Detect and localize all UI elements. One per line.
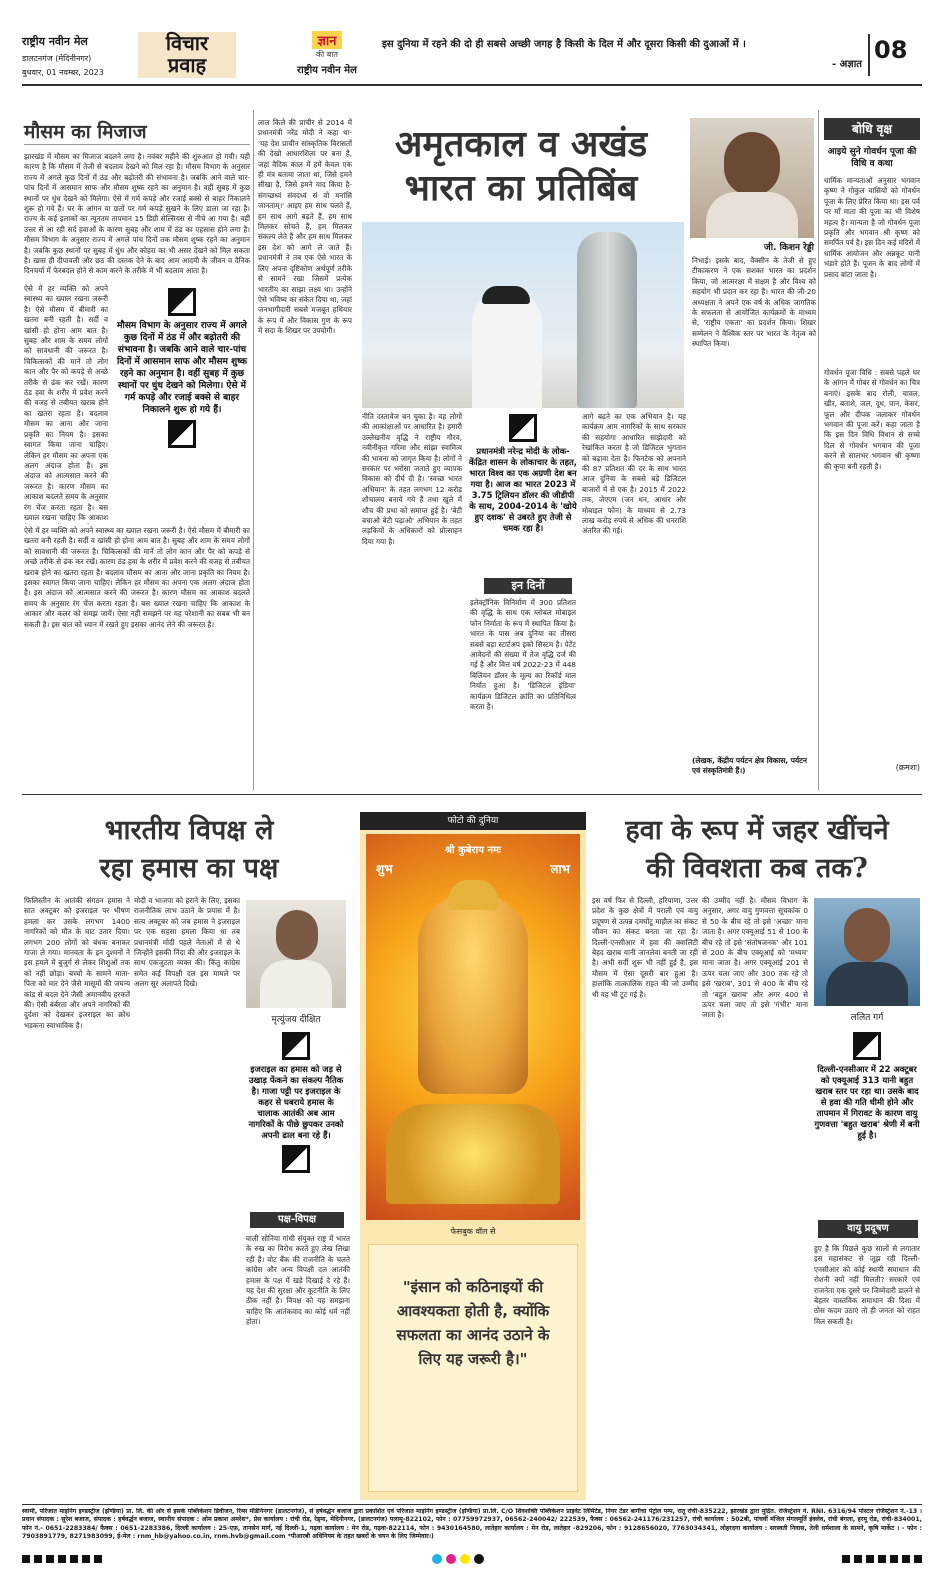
hamas-col2: मोदी व भाजपा को हराने के लिए, इसका राजनीतिक लाभ उठाने के प्रयास में है। सत्य अक्टूबर को जब हमास ने इजराइल पर एक सहसा हमला किया था तब प्रधानमंत्री मोदी पहले नेताओं में से थे जिन्होंने इसकी निंदा की और इजराइल के साथ एकजुटता व्यक्त की। किंतु कांग्रेस समेत कई विपक्षी दल इस मामले पर अलग सुर अलापते दिखे। — [134, 896, 240, 989]
kuber-right-text: लाभ — [550, 862, 570, 876]
statue-figure — [577, 232, 637, 408]
gyan-logo — [272, 30, 382, 78]
weather-title: मौसम का मिजाज — [24, 121, 147, 143]
pollution-callout-box — [814, 1028, 920, 1208]
masthead-quote: इस दुनिया में रहने की दो ही सबसे अच्छी जगह है किसी के दिल में और दूसरा किसी की दुआओं में । — [382, 39, 746, 50]
statue-photo — [362, 222, 684, 408]
amritkaal-title-line2: भारत का प्रतिबिंब — [404, 167, 638, 209]
hamas-callout-box — [246, 1028, 346, 1208]
pollution-title — [592, 812, 922, 888]
amritkaal-col2: नीति दस्तावेज बन चुका है। वह लोगों की आकांक्षाओं पर आधारित है। हमारी उल्लेखनीय वृद्धि ने राष्ट्रीय गौरव, नवीनीकृत गरिमा और सांझा स्वामित्व की भावना को जागृत किया है। लोगों ने सरकार पर भरोसा जताते हुए व्यापक विकास को दीर्घ दी है। 'स्वच्छ भारत अभियान' के तहत लगभग 12 करोड़ शौचालय बनाये गये हैं तथा खुले में शौच की प्रथा को समाप्त हुई है। 'बेटी बचाओ बेटी पढ़ाओ' अभियान के तहत लड़कियों के अधिकारों को प्रोत्साहन दिया गया है। — [362, 412, 462, 546]
registration-marks — [22, 1552, 922, 1566]
issue-date: बुधवार, 01 नवम्बर, 2023 — [22, 68, 104, 77]
amritkaal-col5: निभाई। इसके बाद, वैक्सीन के तेजी से हुए टीकाकरण ने एक सशक्त भारत का प्रदर्शन किया, जो आत्मरक्षा में सक्षम है और विश्व को सहयोग भी प्रदान कर रहा है। भारत की जी-20 अध्यक्षता ने अपने एक वर्ष के अधिक जागतिक के सफलता से आयोजित कार्यक्रमों के माध्यम से, 'राष्ट्रीय एकता' का प्रदर्शन किया। शिखर सम्मेलन ने वैश्विक स्तर पर भारत के नेतृत्व को स्थापित किया। — [692, 256, 816, 349]
amritkaal-col4: आगे बढ़ने का एक अभियान है। यह कार्यक्रम आम नागरिकों के साथ सरकार की सहयोगा आधारित साझेदारी को रेखांकित करता है जो डिजिटल भुगतान को बढ़ावा देता है। फिनटेक को अपनाने की 87 प्रतिशत की दर के साथ भारत आज दुनिया के सबसे बड़े डिजिटल बाजारों में से एक है। 2015 में 2022 तक, जेएएम (जन धन, आधार और मोबाइल फोन) के माध्यम से 2.73 लाख करोड़ रुपये से अधिक की धनराशि अंतरित की गई। — [582, 412, 686, 536]
author-photo-garg — [814, 898, 920, 1006]
hamas-title — [24, 812, 354, 888]
section-label-box — [138, 32, 236, 78]
paper-name: राष्ट्रीय नवीन मेल — [22, 35, 88, 48]
masthead-divider — [868, 34, 870, 76]
amritkaal-callout-box — [468, 410, 578, 578]
photo-caption: फेसबुक वॉल से — [450, 1227, 496, 1236]
kuber-treasure — [386, 1104, 560, 1204]
column-divider — [818, 110, 819, 790]
vayu-pradushan-tag: वायु प्रदूषण — [818, 1220, 918, 1238]
weather-body-text-cont: ऐसे में हर व्यक्ति को अपने स्वास्थ्य का ख्याल रखना जरूरी है। ऐसे मौसम में बीमारी का खतरा बनी रहती है। सर्दी व खांसी हो होना आम बात है। सुबह और शाम के समय लोगों को सावधानी की जरूरत है। चिकित्सकों की मानें तो लोग कान और पैर को कपड़े से अच्छे तरीके से ढंक कर रखें। कारण ठंड हवा के शरीर में प्रवेश करने की वजह से तबीयत खराब होने का खतरा रहता है। बदलाव मौसम का आना और जाना प्रकृति का नियम है। इसका स्वागत किया जाना चाहिए। लेकिन हर मौसम का अपना एक अलग अंदाज होता है। इस अंदाज को आत्मसात करने की जरूरत है। कारण मौसम का आकाश बदलते समय के अनुसार रंग चेंज करता रहता है। बस ख्याल रखना चाहिए कि आकाश के आकार और कलर को समझ जायें। ऐसा नहीं समझने पर यह परेशानी का सबब भी बन सकती है। इस बात को ध्यान में रखते हुए इसका आनंद लेने की जरूरत है। — [24, 526, 250, 629]
weather-callout: मौसम विभाग के अनुसार राज्य में अगले कुछ दिनों में ठंड में और बढ़ोतरी की संभावना है। जबकि आने वाले चार-पांच दिनों में आसमान साफ और मौसम शुष्क रहने का अनुमान है। वहीं सुबह में कुछ स्थानों पर धुंध देखने को मिलेगा। ऐसे में गर्म कपड़े और रजाई बक्से से बाहर निकालने शुरू हो गये हैं। — [116, 321, 248, 415]
photo-quote-box — [368, 1244, 578, 1492]
hamas-title-line1: भारतीय विपक्ष ले — [104, 815, 274, 846]
amritkaal-col1: लाल किले की प्राचीर से 2014 में प्रधानमंत्री नरेंद्र मोदी ने कहा था- 'यह देश प्राचीन सांस्कृतिक विरासतों की देखो आधारशिला पर बना है, जहां वैदिक काल में हमें केवल एक ही मंत्र बताया जाता था, जिसे हमने सीखा है, जिसे हमने याद किया है- संगच्छध्वं संवदध्वं सं वो मनांसि जानताम्।' आइए हम साथ चलते हैं, हम साथ आगे बढ़ते हैं, हम साथ मिलकर सोचते हैं, हम मिलकर संकल्प लेते हैं और हम साथ मिलकर इस देश को आगे ले जाते हैं। प्रधानमंत्री ने तब एक ऐसे भारत के लिए अपना दृष्टिकोण अर्थपूर्ण तरीके से सामने रखा जिसमें प्रत्येक भारतीय का साझा लक्ष्य था। उन्होंने ऐसे भविष्य का संकेत दिया था, जहां जनभागीदारी सबसे मजबूत हथियार के रूप में और विकास गुण के रूप में सदा के शिखर पर उपयोगी। — [258, 118, 352, 336]
column-divider — [253, 110, 254, 790]
author-name-garg: ललित गर्ग — [850, 1013, 884, 1023]
amritkaal-title-line1: अमृतकाल व अखंड — [394, 123, 648, 165]
author-photo-kishan — [690, 118, 814, 238]
amritkaal-title — [356, 122, 686, 210]
bodh-footer: (क्रमशः) — [895, 763, 920, 772]
weather-callout-box — [112, 284, 252, 514]
hamas-title-line2: रहा हमास का पक्ष — [99, 853, 279, 884]
weather-body-text: ऐसे में हर व्यक्ति को अपने स्वास्थ्य का ख्याल रखना जरूरी है। ऐसे मौसम में बीमारी का खतरा बनी रहती है। सर्दी व खांसी हो होना आम बात है। सुबह और शाम के समय लोगों को सावधानी की जरूरत है। चिकित्सकों की मानें तो लोग कान और पैर को कपड़े से अच्छे तरीके से ढंक कर रखें। कारण ठंड हवा के शरीर में प्रवेश करने की वजह से तबीयत खराब होने का खतरा रहता है। बदलाव मौसम का आना और जाना प्रकृति का नियम है। इसका स्वागत किया जाना चाहिए। लेकिन हर मौसम का अपना एक अलग अंदाज होता है। इस अंदाज को आत्मसात करने की जरूरत है। कारण मौसम का आकाश बदलते समय के अनुसार रंग चेंज करता रहता है। बस ख्याल रखना चाहिए कि आकाश — [24, 284, 108, 522]
masthead — [22, 30, 922, 80]
hamas-callout: इजराइल का हमास को जड़ से उखाड़ फेंकने का संकल्प नैतिक है। गाजा पट्टी पर इजराइल के कहर से घबराये हमास के चालाक आतंकी अब आम नागरिकों के पीछे छुपकर उनको अपनी ढाल बना रहे हैं। — [248, 1064, 344, 1140]
kuber-crown — [448, 880, 498, 910]
in-dinon-tag: इन दिनों — [484, 578, 572, 594]
kuber-top-text: श्री कुबेराय नमः — [444, 845, 502, 856]
author-bio-kishan: (लेखक, केंद्रीय पर्यटन क्षेत्र विकास, पर्यटन एवं संस्कृतिमंत्री हैं।) — [692, 756, 808, 775]
author-name-kishan: जी. किशन रेड्डी — [764, 243, 814, 253]
kuber-image — [366, 834, 580, 1220]
speaker-figure — [472, 292, 542, 408]
callout-square-icon — [282, 1032, 310, 1060]
weather-lead-text: झारखंड में मौसम का मिजाज बदलने लगा है। नवंबर महीने की शुरुआत हो गयी। यही कारण है कि मौसम में तेजी से बदलाव देखने को मिल रहा है। मौसम विभाग के अनुसार राज्य में अगले कुछ दिनों में ठंड और बढ़ोतरी की संभावना है। जबकि आने वाले चार-पांच दिनों में आसमान साफ और मौसम शुष्क रहने का अनुमान है। वहीं सुबह में कुछ स्थानों पर धुंध देखने को मिलेगा। ऐसे में गर्म कपड़े और रजाई बक्से से बाहर निकालने शुरू हो गये हैं। घर के आंगन या छतों पर गर्म कपड़े सुखने के लिए डाला जा रहा है। राज्य के कई इलाकों का न्यूनतम तापमान 15 डिग्री सेल्सियस से नीचे आ गया है। वहीं उत्तर से आ रही सर्द हवाओं के कारण सुबह और शाम में ठंड का एहसास होने लगा है। मौसम विभाग के अनुसार राज्य में अगले पांच दिनों तक मौसम शुष्क रहने का अनुमान है। जबकि कुछ स्थानों पर सुबह में धुंध और कोहरा का भी असर देखने को मिल सकता है। खास ही दीपावली और छठ की दस्तक देने के बाद आम आदमी के जीवन व दैनिक दिनचर्या में फेरबदल होने से काम करने के तरीके में भी बदलाव आता है। — [24, 152, 250, 276]
hamas-col3: वाली सोनिया गांधी संयुक्त राष्ट्र में भारत के रुख का विरोध करते हुए लेख लिखा रही हैं। वोट बैंक की राजनीति के चलते कांग्रेस और अन्य विपक्षी दल आतंकी हमास के पक्ष में खड़े दिखाई दे रहे हैं। यह देश की सुरक्षा और कूटनीति के लिए ठीक नहीं है। विपक्ष को यह समझना चाहिए कि आतंकवाद का कोई धर्म नहीं होता। — [246, 1234, 350, 1327]
amritkaal-col3: इलेक्ट्रॉनिक विनिर्माण में 300 प्रतिशत की वृद्धि के साथ एक ग्लोबल मोबाइल फोन निर्माता के रूप में स्थापित किया है। भारत के पास अब दुनिया का तीसरा सबसे बड़ा स्टार्टअप इको सिस्टम है। पेटेंट आवेदनों की संख्या में तेज वृद्धि दर्ज की गई है और वित्त वर्ष 2022-23 में 448 बिलियन डॉलर के मूल्य का रिकॉर्ड माल निर्यात हुआ है। 'डिजिटल इंडिया' कार्यक्रम डिजिटल क्रांति का प्रतिनिधित्व करता है। — [470, 598, 576, 712]
section-rule — [22, 794, 922, 795]
section-label-line1: विचार — [165, 31, 209, 55]
paksh-vipaksh-tag: पक्ष-विपक्ष — [250, 1212, 344, 1228]
masthead-rule — [22, 84, 922, 86]
pollution-col1: इस वर्ष फिर से दिल्ली, हरियाणा, उत्तर प्रदेश के कुछ क्षेत्रों में पराली एवं वायु प्रदूषण से उत्पन्न दमघोंटू माहौल का संकट जीवन का संकट बनता जा रहा है। दिल्ली-एनसीआर में हवा की क्वालिटी बेहद खराब यानी जानलेवा बनती जा रही है। अभी सर्दी शुरू भी नहीं हुई है, इस मौसम में ऐसा दूसरी बार हुआ है। हालांकि तात्कालिक राहत की जो उम्मीद थी वह भी टूट गई है। — [592, 896, 698, 999]
author-name-dixit: मृत्युंजय दीक्षित — [271, 1015, 321, 1025]
callout-square-icon — [168, 420, 196, 448]
pollution-col2: की उम्मीद नहीं है। मौसम विभाग के अनुसार, अगर वायु गुणवत्ता सूचकांक 0 से 50 के बीच रहे तो इसे 'अच्छा' माना जाता है। अगर एक्यूआई 51 से 100 के बीच रहे तो इसे 'संतोषजनक' और 101 से 200 के बीच एक्यूआई को 'मध्यम' माना जाता है। अगर एक्यूआई 201 से ऊपर चला जाए और 300 तक रहे तो इसे 'खराब', 301 से 400 के बीच रहे तो 'बहुत खराब' और अगर 400 से ऊपर चला जाए तो इसे 'गंभीर' माना जाता है। — [702, 896, 808, 1020]
photo-world-box — [360, 812, 586, 1500]
photo-quote: "इंसान को कठिनाइयों की आवश्यकता होती है, क्योंकि सफलता का आनंद उठाने के लिए यह जरूरी है।" — [396, 1278, 550, 1368]
pollution-title-line2: की विवशता कब तक? — [646, 853, 868, 884]
quote-author: - अज्ञात — [832, 59, 862, 70]
kuber-left-text: शुभ — [376, 862, 393, 876]
bodh-body: धार्मिक मान्यताओं अनुसार भगवान कृष्ण ने गोकुल वासियों को गोवर्धन पूजा के लिए प्रेरित किया था। इस पर्व पर माँ माता की पूजा का भी विशेष महत्व है। मान्यता है जो गोवर्धन पूजा प्रकृति और भगवान श्री कृष्ण को समर्पित पर्व है। इस दिन कई मंदिरों में धार्मिक आयोजन और अन्नकूट यानी भंडारे होते हैं। पूजन के बाद लोगों में प्रसाद बांटा जाता है। — [824, 176, 920, 279]
speaker-hat — [482, 286, 530, 304]
photo-world-tag: फोटो की दुनिया — [360, 812, 586, 830]
callout-square-icon — [282, 1145, 310, 1173]
kuber-deity-figure — [418, 894, 528, 1094]
hamas-col1: फिलिस्तीन के आतंकी संगठन हमास ने सात अक्टूबर को इजराइल पर भीषण हमला कर उसके लगभग 1400 नागरिकों को मौत के घाट उतार दिया। लगभग 200 लोगों को बंधक बनाकर गाजा ले गया। मानवता के इन दुश्मनों ने इस हमले में बुजुर्ग से लेकर शिशुओं तक को नहीं छोड़ा। बच्चों के सामने माता-पिता को मार देने जैसे मासूमों की जघन्य कांड से बदल देने जैसी अमानवीय हरकतें की। ऐसी बर्बरता और अपने नागरिकों की दुर्दशा को देखकर इजराइल का क्रोध भड़कना स्वाभाविक है। — [24, 896, 130, 1030]
edition-name: डालटनगंज (मेदिनीनगर) — [22, 54, 92, 63]
callout-square-icon — [509, 414, 537, 442]
bodh-body2: गोवर्धन पूजा विधि : सबसे पहले घर के आंगन में गोबर से गोवर्धन का चित्र बनाएं। इसके बाद रोली, चावल, खीर, बताशे, जल, दूध, पान, केसर, फूल और दीपक जलाकर गोवर्धन भगवान की पूजा करें। कहा जाता है कि इस दिन विधि विधान से सच्चे दिल से गोवर्धन भगवान की पूजा करने से सालभर भगवान श्री कृष्णा की कृपा बनी रहती है। — [824, 368, 920, 471]
pollution-title-line1: हवा के रूप में जहर खींचने — [625, 815, 889, 846]
footer-rule — [22, 1504, 922, 1505]
bodh-tag: बोधि वृक्ष — [824, 118, 920, 140]
logo-top-text: ज्ञान — [312, 31, 343, 49]
weather-title-rule — [24, 144, 250, 145]
author-photo-dixit — [246, 900, 346, 1008]
callout-square-icon — [168, 288, 196, 316]
callout-square-icon — [853, 1032, 881, 1060]
footer-imprint: स्वामी, परिजात माइनिंग इण्डस्ट्रीज (इण्डिया) प्रा. लि. की ओर से इसके पब्लिकेशन डिवीजन, रिम्स मेडिनिनगर (डालटनगंज), से हर्षवर्द्धन बजाज द्वारा प्रकाशित एवं परिजात माइनिंग इण्डस्ट्रीज (इण्डिया) प्रा.लि. C/O शिवशक्ति पब्लिकेशन प्राइवेट लिमिटेड, नियर टेंडर बागीचा पेट्रोल पम्प, रातू रांची-835222, झारखंड द्वारा मुद्रित. रजिस्ट्रेशन नं. RNI. 6316/94 पोस्टल रजिस्ट्रेशन नं.-13 । प्रधान संपादक : सुरेश बजाज, संपादक : हर्षवर्द्धन बजाज, स्थानीय संपादक : ओम प्रकाश अमरेश*, प्रेस कार्यालय : रांची रोड, रेड्मा, मेदिनीनगर, (डालटनगंज) पलामू-822102, फोन : 07759972937, 06562-240042/ 222539, फैक्स : 06562-241176/231257, रांची कार्यालय : 502बी, पांचवीं मंजिल मंगलमूर्ति इंक्लेव, रांची बंगला, हरमू रोड, रांची-834001, फोन नं.- 0651-2283384/ फैक्स : 0651-2283386, दिल्ली कार्यालय : 25-एफ़, तानसेन मार्ग, नई दिल्ली-1, गढ़वा कार्यालय : मेन रोड, गढ़वा-822114, फोन : 9430164580, लातेहार कार्यालय : मेन रोड, लातेहार -829206, फोन : 9128656020, 7763034341, लोहरदगा कार्यालय : सरस्वती निवास, तेली धर्मशाला के सामने, कृषि मार्केट । - फोन : 7903891779, 8271983099, ई-मेल : rnm_hb@yahoo.co.in, rnm.hvb@gmail.com *पीआरबी अधिनियम के तहत खबरों के चयन के लिए जिम्मेवार।) — [22, 1508, 922, 1541]
section-label-line2: प्रवाह — [167, 53, 207, 77]
amritkaal-callout: प्रधानमंत्री नरेन्द्र मोदी के लोक-केंद्रित शासन के लोकाचार के तहत, भारत विश्व का एक अग्रणी देश बन गया है। आज का भारत 2023 में 3.75 ट्रिलियन डॉलर की जीडीपी के साथ, 2004-2014 के 'खोये हुए दशक' से उबरते हुए तेजी से चमक रहा है। — [469, 446, 577, 533]
bodh-subtitle: आइये सुने गोवर्धन पूजा की विधि व कथा — [827, 147, 917, 169]
pollution-col3: हुए है कि पिछले कुछ सालों से लगातार इस महासंकट से जूझ रही दिल्ली-एनसीआर को कोई स्थायी समाधान की रोशनी क्यों नहीं मिलती? सरकारें एवं राजनेता एक दूसरे पर जिम्मेदारी डालने से बेहतर वास्तविक समाधान की दिशा में ठोस कदम उठाएं तो ही जनता को राहत मिल सकती है। — [814, 1244, 920, 1326]
logo-mid-text: की बात — [316, 50, 338, 59]
page-number: 08 — [874, 36, 908, 64]
pollution-callout: दिल्ली-एनसीआर में 22 अक्टूबर को एक्यूआई 313 यानी बहुत खराब स्तर पर रहा था। उसके बाद से हवा की गति धीमी होने और तापमान में गिरावट के कारण वायु गुणवत्ता 'बहुत खराब' श्रेणी में बनी हुई है। — [814, 1064, 920, 1140]
logo-bottom-text: राष्ट्रीय नवीन मेल — [297, 65, 357, 76]
